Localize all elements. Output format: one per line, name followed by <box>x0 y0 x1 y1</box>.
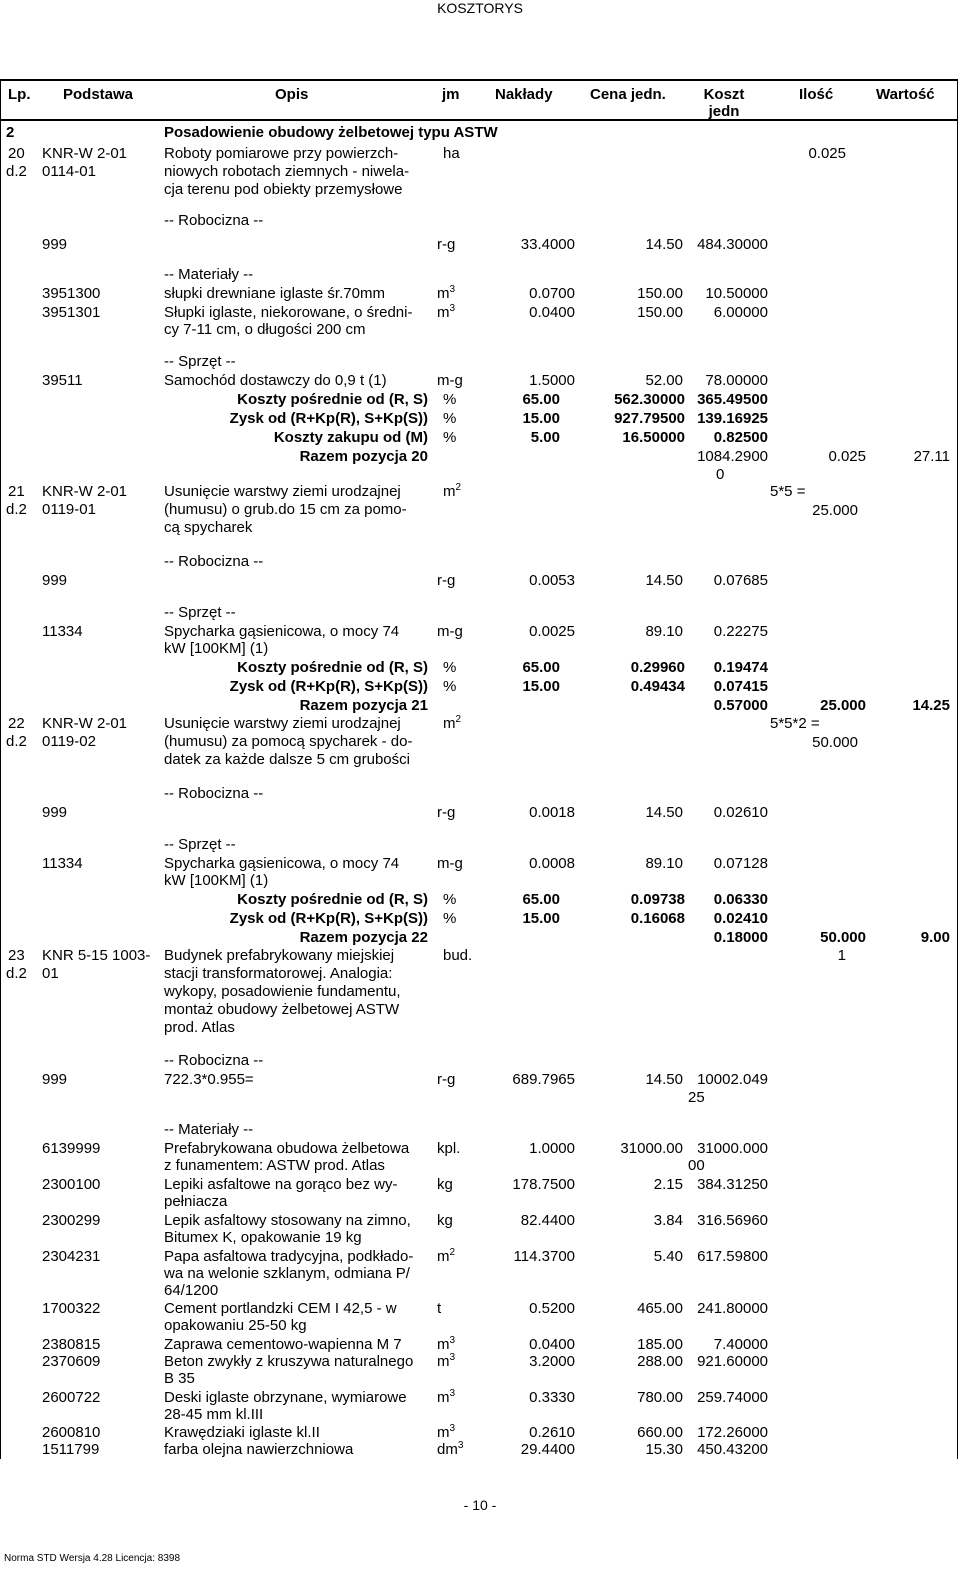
position-description: Usunięcie warstwy ziemi urodzajnej <box>164 715 401 732</box>
resource-unit: m-g <box>437 623 463 640</box>
resource-cost: 6.00000 <box>713 304 768 321</box>
resource-cost: 259.74000 <box>697 1389 768 1406</box>
group-labor: -- Robocizna -- <box>164 553 264 570</box>
resource-naklady: 0.0025 <box>529 623 575 640</box>
col-cena: Cena jedn. <box>590 86 666 103</box>
resource-code: 39511 <box>42 372 83 389</box>
summary-rate: 65.00 <box>522 391 560 408</box>
summary-label: Koszty pośrednie od (R, S) <box>237 659 428 676</box>
resource-desc: Spycharka gąsienicowa, o mocy 74 <box>164 623 400 640</box>
resource-desc: Deski iglaste obrzynane, wymiarowe <box>164 1389 407 1406</box>
quantity-formula: 5*5 = <box>770 483 806 500</box>
position-description: stacji transformatorowej. Analogia: <box>164 965 393 982</box>
footer-license: Norma STD Wersja 4.28 Licencja: 8398 <box>4 1553 181 1564</box>
position-total-value: 14.25 <box>912 697 950 714</box>
summary-unit: % <box>443 910 457 927</box>
summary-base: 0.29960 <box>630 659 685 676</box>
resource-cost: 7.40000 <box>713 1336 768 1353</box>
summary-rate: 5.00 <box>530 429 560 446</box>
col-ilosc: Ilość <box>799 86 834 103</box>
group-labor: -- Robocizna -- <box>164 212 264 229</box>
summary-rate: 65.00 <box>522 659 560 676</box>
section-number: 2 <box>6 124 15 141</box>
resource-desc: Beton zwykły z kruszywa naturalnego <box>164 1353 414 1370</box>
resource-desc: Zaprawa cementowo-wapienna M 7 <box>164 1336 402 1353</box>
resource-desc: Prefabrykowana obudowa żelbetowa <box>164 1140 410 1157</box>
summary-unit: % <box>443 678 457 695</box>
resource-cost: 78.00000 <box>705 372 768 389</box>
resource-desc: Słupki iglaste, niekorowane, o średni- <box>164 304 413 321</box>
position-total-quantity: 50.000 <box>820 929 866 946</box>
resource-naklady: 0.0400 <box>529 304 575 321</box>
resource-naklady: 1.5000 <box>529 372 575 389</box>
group-equipment: -- Sprzęt -- <box>164 604 236 621</box>
summary-unit: % <box>443 891 457 908</box>
position-basis-code: 0119-01 <box>42 501 96 518</box>
position-description: montaż obudowy żelbetowej ASTW <box>164 1001 400 1018</box>
resource-price: 14.50 <box>645 1071 683 1088</box>
resource-code: 999 <box>42 1071 68 1088</box>
resource-price: 660.00 <box>637 1424 683 1441</box>
resource-price: 185.00 <box>637 1336 683 1353</box>
col-opis: Opis <box>275 86 309 103</box>
resource-code: 2600810 <box>42 1424 101 1441</box>
resource-naklady: 178.7500 <box>512 1176 575 1193</box>
position-number-suffix: d.2 <box>6 965 27 982</box>
group-labor: -- Robocizna -- <box>164 1052 264 1069</box>
col-jm: jm <box>442 86 460 103</box>
resource-naklady: 33.4000 <box>520 236 575 253</box>
summary-rate: 15.00 <box>522 678 560 695</box>
position-number: 23 <box>8 947 25 964</box>
position-number-suffix: d.2 <box>6 501 27 518</box>
resource-code: 1511799 <box>42 1441 100 1458</box>
group-labor: -- Robocizna -- <box>164 785 264 802</box>
resource-code: 2300100 <box>42 1176 101 1193</box>
resource-unit: r-g <box>437 804 456 821</box>
resource-unit: $m^3$ <box>437 284 456 302</box>
group-equipment: -- Sprzęt -- <box>164 836 236 853</box>
resource-desc: wa na welonie szklanym, odmiana P/ <box>164 1265 410 1282</box>
resource-naklady: 0.0400 <box>529 1336 575 1353</box>
position-description: datek za każde dalsze 5 cm grubości <box>164 751 410 768</box>
resource-desc: B 35 <box>164 1370 195 1387</box>
resource-unit: $m^3$ <box>437 1423 456 1441</box>
summary-rate: 15.00 <box>522 910 560 927</box>
resource-desc: 64/1200 <box>164 1282 219 1299</box>
resource-cost-cont: 25 <box>688 1089 705 1106</box>
summary-value: 365.49500 <box>697 391 768 408</box>
position-quantity: 1 <box>837 947 846 964</box>
summary-value: 0.02410 <box>713 910 768 927</box>
group-materials: -- Materiały -- <box>164 266 254 283</box>
resource-cost: 316.56960 <box>697 1212 768 1229</box>
resource-naklady: 3.2000 <box>529 1353 575 1370</box>
summary-base: 16.50000 <box>622 429 685 446</box>
resource-unit: $m^3$ <box>437 1388 456 1406</box>
resource-desc: cy 7-11 cm, o długości 200 cm <box>164 321 366 338</box>
col-naklady: Nakłady <box>495 86 553 103</box>
section-title: Posadowienie obudowy żelbetowej typu ASTW <box>164 124 498 141</box>
resource-unit: r-g <box>437 1071 456 1088</box>
resource-code: 1700322 <box>42 1300 101 1317</box>
resource-naklady: 0.5200 <box>529 1300 575 1317</box>
summary-label: Zysk od (R+Kp(R), S+Kp(S)) <box>229 910 428 927</box>
resource-unit: $m^3$ <box>437 1352 456 1370</box>
resource-cost: 10002.049 <box>697 1071 768 1088</box>
resource-price: 15.30 <box>645 1441 683 1458</box>
position-description: Budynek prefabrykowany miejskiej <box>164 947 395 964</box>
col-podstawa: Podstawa <box>63 86 134 103</box>
resource-desc: Bitumex K, opakowanie 19 kg <box>164 1229 362 1246</box>
resource-price: 3.84 <box>653 1212 683 1229</box>
resource-code: 2370609 <box>42 1353 101 1370</box>
resource-desc: słupki drewniane iglaste śr.70mm <box>164 285 385 302</box>
position-description: cja terenu pod obiekty przemysłowe <box>164 181 403 198</box>
resource-desc: Papa asfaltowa tradycyjna, podkłado- <box>164 1248 414 1265</box>
resource-unit: kg <box>437 1176 453 1193</box>
resource-price: 465.00 <box>637 1300 683 1317</box>
position-total-unit-cost: 0.57000 <box>713 697 768 714</box>
summary-label: Zysk od (R+Kp(R), S+Kp(S)) <box>229 678 428 695</box>
resource-cost: 10.50000 <box>705 285 768 302</box>
resource-price: 2.15 <box>653 1176 683 1193</box>
position-number: 22 <box>8 715 25 732</box>
summary-label: Koszty zakupu od (M) <box>273 429 428 446</box>
position-total-quantity: 0.025 <box>828 448 866 465</box>
resource-desc: 28-45 mm kl.III <box>164 1406 264 1423</box>
resource-desc: 722.3*0.955= <box>164 1071 254 1088</box>
resource-code: 2380815 <box>42 1336 101 1353</box>
position-unit: $m^2$ <box>443 482 462 500</box>
resource-naklady: 29.4400 <box>520 1441 575 1458</box>
resource-desc: Cement portlandzki CEM I 42,5 - w <box>164 1300 397 1317</box>
position-description: cą spycharek <box>164 519 253 536</box>
position-description: (humusu) o grub.do 15 cm za pomo- <box>164 501 407 518</box>
resource-cost: 172.26000 <box>697 1424 768 1441</box>
summary-rate: 15.00 <box>522 410 560 427</box>
resource-desc: Spycharka gąsienicowa, o mocy 74 <box>164 855 400 872</box>
summary-unit: % <box>443 429 457 446</box>
resource-naklady: 1.0000 <box>529 1140 575 1157</box>
position-quantity: 0.025 <box>808 145 846 162</box>
position-unit: bud. <box>443 947 473 964</box>
summary-unit: % <box>443 410 457 427</box>
position-total-label: Razem pozycja 21 <box>299 697 428 714</box>
resource-unit: $m^2$ <box>437 1247 456 1265</box>
summary-label: Koszty pośrednie od (R, S) <box>237 891 428 908</box>
resource-price: 14.50 <box>645 804 683 821</box>
position-basis-code: 01 <box>42 965 59 982</box>
col-wartosc: Wartość <box>876 86 935 103</box>
resource-price: 780.00 <box>637 1389 683 1406</box>
position-quantity: 25.000 <box>812 502 858 519</box>
resource-unit: kg <box>437 1212 453 1229</box>
position-total-unit-cost-cont: 0 <box>716 466 725 483</box>
resource-price: 31000.00 <box>620 1140 683 1157</box>
header-bottom-border <box>0 119 958 121</box>
summary-unit: % <box>443 391 457 408</box>
resource-cost: 0.07685 <box>713 572 768 589</box>
resource-naklady: 82.4400 <box>520 1212 575 1229</box>
quantity-formula: 5*5*2 = <box>770 715 820 732</box>
position-number: 20 <box>8 145 25 162</box>
position-number: 21 <box>8 483 25 500</box>
resource-naklady: 0.0008 <box>529 855 575 872</box>
resource-code: 2304231 <box>42 1248 101 1265</box>
summary-base: 0.16068 <box>630 910 685 927</box>
resource-cost-cont: 00 <box>688 1157 705 1174</box>
resource-unit: r-g <box>437 572 456 589</box>
resource-cost: 31000.000 <box>697 1140 768 1157</box>
resource-desc: z funamentem: ASTW prod. Atlas <box>164 1157 385 1174</box>
resource-code: 11334 <box>42 623 83 640</box>
summary-label: Zysk od (R+Kp(R), S+Kp(S)) <box>229 410 428 427</box>
resource-unit: m-g <box>437 855 463 872</box>
resource-naklady: 0.3330 <box>529 1389 575 1406</box>
resource-price: 150.00 <box>637 285 683 302</box>
summary-unit: % <box>443 659 457 676</box>
position-unit: $m^2$ <box>443 714 462 732</box>
position-basis: KNR-W 2-01 <box>42 715 128 732</box>
resource-naklady: 114.3700 <box>513 1248 575 1265</box>
resource-code: 3951301 <box>42 304 101 321</box>
col-lp: Lp. <box>8 86 31 103</box>
position-description: wykopy, posadowienie fundamentu, <box>164 983 401 1000</box>
summary-value: 0.06330 <box>713 891 768 908</box>
resource-code: 2600722 <box>42 1389 101 1406</box>
table-top-border <box>0 79 958 81</box>
resource-cost: 384.31250 <box>697 1176 768 1193</box>
col-koszt: Koszt jedn <box>703 86 745 120</box>
resource-price: 14.50 <box>645 236 683 253</box>
resource-unit: r-g <box>437 236 456 253</box>
page-number: - 10 - <box>463 1497 497 1513</box>
position-total-value: 9.00 <box>920 929 950 946</box>
resource-price: 89.10 <box>645 855 683 872</box>
resource-cost: 921.60000 <box>697 1353 768 1370</box>
resource-cost: 0.02610 <box>713 804 768 821</box>
resource-code: 6139999 <box>42 1140 101 1157</box>
resource-unit: $dm^3$ <box>437 1440 464 1458</box>
resource-desc: Lepiki asfaltowe na gorąco bez wy- <box>164 1176 398 1193</box>
resource-code: 999 <box>42 572 68 589</box>
resource-unit: $m^3$ <box>437 303 456 321</box>
group-materials: -- Materiały -- <box>164 1121 254 1138</box>
summary-rate: 65.00 <box>522 891 560 908</box>
position-basis: KNR 5-15 1003- <box>42 947 151 964</box>
resource-desc: kW [100KM] (1) <box>164 872 269 889</box>
resource-price: 89.10 <box>645 623 683 640</box>
resource-code: 999 <box>42 804 68 821</box>
summary-base: 0.09738 <box>630 891 685 908</box>
resource-unit: $m^3$ <box>437 1335 456 1353</box>
resource-naklady: 0.0700 <box>529 285 575 302</box>
resource-code: 999 <box>42 236 68 253</box>
resource-naklady: 689.7965 <box>512 1071 575 1088</box>
position-basis-code: 0119-02 <box>42 733 96 750</box>
resource-desc: pełniacza <box>164 1193 228 1210</box>
resource-cost: 0.07128 <box>713 855 768 872</box>
resource-cost: 241.80000 <box>697 1300 768 1317</box>
position-description: niowych robotach ziemnych - niwela- <box>164 163 410 180</box>
resource-desc: kW [100KM] (1) <box>164 640 269 657</box>
resource-desc: Krawędziaki iglaste kl.II <box>164 1424 320 1441</box>
resource-price: 14.50 <box>645 572 683 589</box>
position-basis: KNR-W 2-01 <box>42 145 128 162</box>
position-total-quantity: 25.000 <box>820 697 866 714</box>
document-header: KOSZTORYS <box>437 0 523 16</box>
summary-value: 0.19474 <box>713 659 768 676</box>
position-basis-code: 0114-01 <box>42 163 96 180</box>
table-right-border <box>957 79 958 1459</box>
position-number-suffix: d.2 <box>6 163 27 180</box>
summary-value: 139.16925 <box>697 410 768 427</box>
resource-price: 288.00 <box>637 1353 683 1370</box>
position-number-suffix: d.2 <box>6 733 27 750</box>
summary-value: 0.82500 <box>713 429 768 446</box>
resource-price: 5.40 <box>653 1248 683 1265</box>
summary-base: 562.30000 <box>614 391 685 408</box>
position-description: (humusu) za pomocą spycharek - do- <box>164 733 413 750</box>
resource-desc: Lepik asfaltowy stosowany na zimno, <box>164 1212 411 1229</box>
resource-price: 52.00 <box>645 372 683 389</box>
resource-cost: 484.30000 <box>697 236 768 253</box>
table-left-border <box>0 79 1 1459</box>
summary-value: 0.07415 <box>713 678 768 695</box>
summary-label: Koszty pośrednie od (R, S) <box>237 391 428 408</box>
position-total-label: Razem pozycja 20 <box>299 448 428 465</box>
group-equipment: -- Sprzęt -- <box>164 353 236 370</box>
position-total-value: 27.11 <box>913 448 950 465</box>
resource-code: 11334 <box>42 855 83 872</box>
summary-base: 0.49434 <box>630 678 685 695</box>
resource-cost: 0.22275 <box>713 623 768 640</box>
resource-naklady: 0.2610 <box>529 1424 575 1441</box>
position-description: prod. Atlas <box>164 1019 235 1036</box>
resource-cost: 617.59800 <box>697 1248 768 1265</box>
resource-naklady: 0.0053 <box>529 572 575 589</box>
position-total-unit-cost: 0.18000 <box>713 929 768 946</box>
position-basis: KNR-W 2-01 <box>42 483 128 500</box>
resource-desc: Samochód dostawczy do 0,9 t (1) <box>164 372 387 389</box>
resource-desc: opakowaniu 25-50 kg <box>164 1317 307 1334</box>
position-description: Usunięcie warstwy ziemi urodzajnej <box>164 483 401 500</box>
resource-unit: t <box>437 1300 442 1317</box>
resource-unit: m-g <box>437 372 463 389</box>
resource-desc: farba olejna nawierzchniowa <box>164 1441 354 1458</box>
resource-unit: kpl. <box>437 1140 461 1157</box>
resource-price: 150.00 <box>637 304 683 321</box>
resource-cost: 450.43200 <box>697 1441 768 1458</box>
position-description: Roboty pomiarowe przy powierzch- <box>164 145 399 162</box>
position-unit: ha <box>443 145 460 162</box>
position-total-unit-cost: 1084.2900 <box>697 448 768 465</box>
resource-code: 2300299 <box>42 1212 101 1229</box>
position-quantity: 50.000 <box>812 734 858 751</box>
summary-base: 927.79500 <box>614 410 685 427</box>
position-total-label: Razem pozycja 22 <box>299 929 428 946</box>
resource-naklady: 0.0018 <box>529 804 575 821</box>
resource-code: 3951300 <box>42 285 101 302</box>
